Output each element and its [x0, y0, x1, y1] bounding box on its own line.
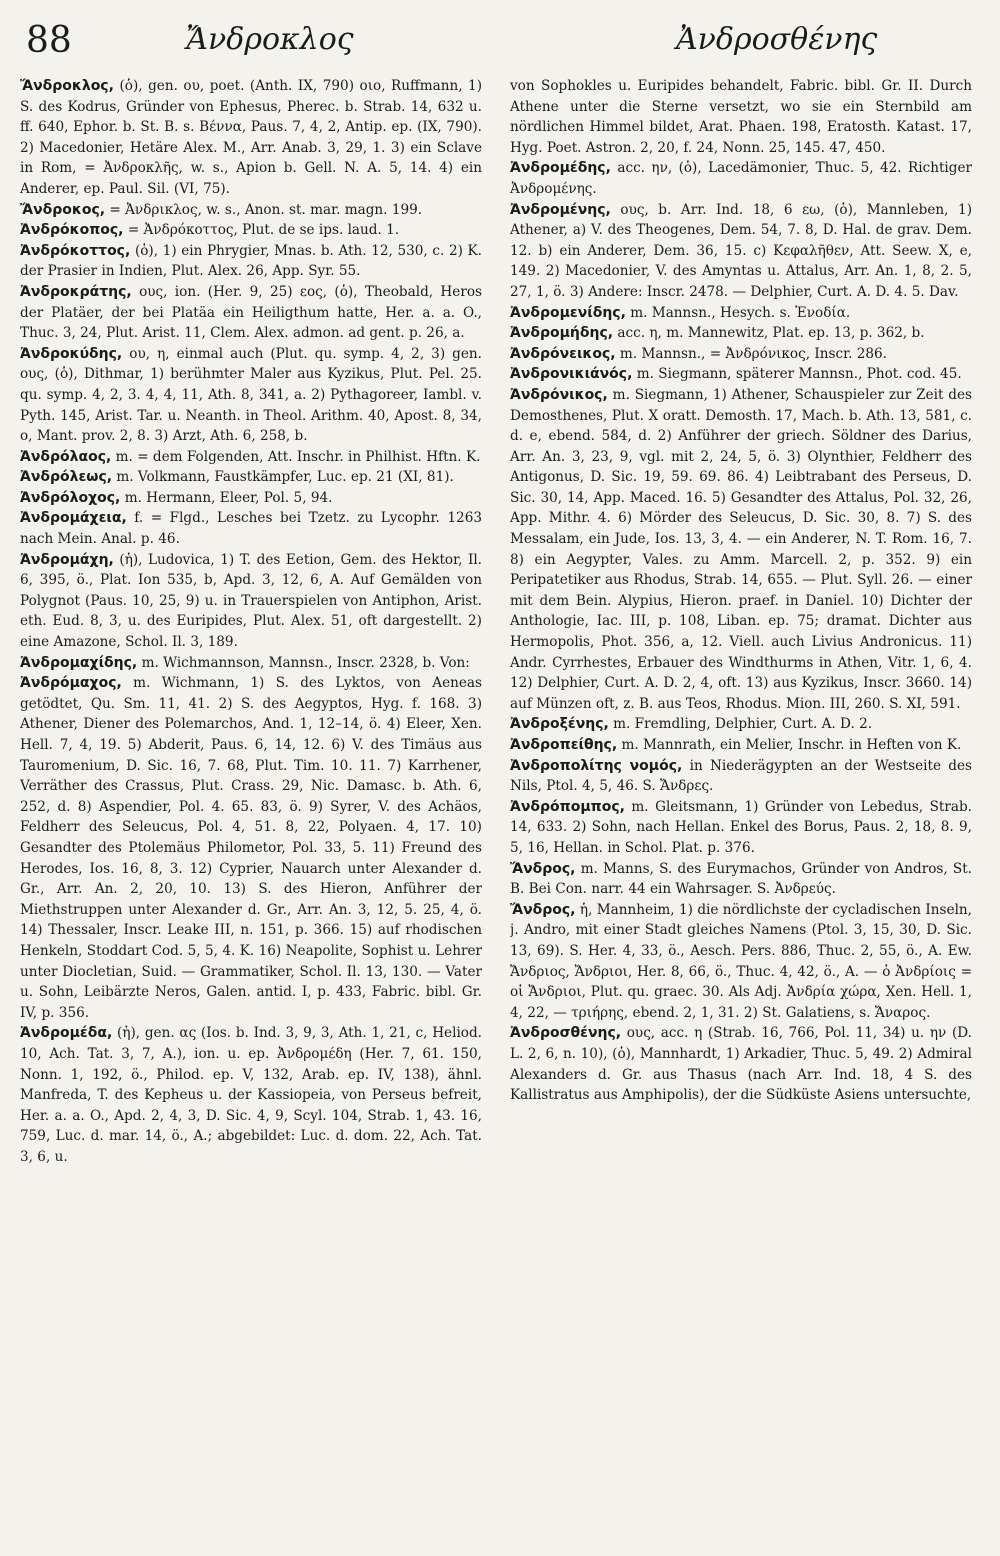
- entry-headword: Ἀνδρομάχεια,: [20, 510, 127, 527]
- dictionary-entry: [510, 735, 972, 756]
- entry-text: m. Fremdling, Delphier, Curt. A. D. 2.: [608, 716, 873, 733]
- entry-headword: Ἀνδρόλεως,: [20, 469, 113, 486]
- entry-headword: Ἀνδρόνικος,: [510, 386, 608, 403]
- entry-headword: Ἀνδρομέδης,: [510, 160, 611, 177]
- page-header: [0, 14, 1000, 70]
- entry-headword: Ἀνδρομάχη,: [20, 551, 114, 568]
- entry-text: m. Wichmann, 1) S. des Lyktos, von Aeneas getödtet, Qu. Sm. 11, 41. 2) S. des Aegyptos, Hyg. f. 168. 3) Athener, Diener des Polemarchos, And. 1, 12–14, ö. 4) Eleer, Xen. Hell. 7, 4, 19. 5) Abderit, Paus. 6, 14, 12. 6) V. des Timäus aus Tauromenium, D. Sic. 16, 7. 68, Plut. Tim. 10. 11. 7) Karrhener, Verräther des Crassus, Plut. Crass. 29, Nic. Damasc. b. Ath. 6, 252, d. 8) Aspendier, Pol. 4. 65. 83, ö. 9) Syrer, V. des Achäos, Feldherr des Seleucus, Pol. 4, 51. 8, 22, Polyaen. 4, 17. 10) Gesandter des Ptolemäus Philometor, Pol. 33, 5. 11) Freund des Herodes, Ios. 16, 8, 3. 12) Cyprier, Nauarch unter Alexander d. Gr., Arr. An. 2, 20, 10. 13) S. des Hieron, Anführer der Miethstruppen unter Alexander d. Gr., Arr. An. 3, 12, 5. 25, 4, ö. 14) Thessaler, Inscr. Leake III, n. 151, p. 366. 15) auf rhodischen Henkeln, Stoddart Cod. 5, 5, 4. K. 16) Neapolite, Sophist u. Lehrer unter Diocletian, Suid. — Grammatiker, Schol. Il. 13, 130. — Vater u. Sohn, Leibärzte Neros, Galen. antid. I, p. 433, Fabric. bibl. Gr. IV, p. 356.: [20, 675, 482, 1021]
- dictionary-entry: [20, 550, 482, 653]
- entry-text: ους, b. Arr. Ind. 18, 6 εω, (ὁ), Mannleben, 1) Athener, a) V. des Theogenes, Dem. 54, 7. 8, D. Hal. de grav. Dem. 12. b) ein Anderer, Dem. 36, 15. c) Κεφαλῆθεν, Att. Seew. X, e, 149. 2) Macedonier, V. des Amyntas u. Attalus, Arr. An. 1, 8, 2. 5, 27, 1, ö. 3) Andere: Inscr. 2478. — Delphier, Curt. A. D. 4. 5. Dav.: [510, 201, 972, 300]
- dictionary-entry: [510, 323, 972, 344]
- entry-text: m. Mannsn., Hesych. s. Ἐνοδία.: [625, 304, 851, 321]
- entry-text: ἡ, Mannheim, 1) die nördlichste der cycladischen Inseln, j. Andro, mit einer Stadt gleiches Namens (Ptol. 3, 15, 30, D. Sic. 13, 69). S. Her. 4, 33, ö., Aesch. Pers. 886, Thuc. 2, 55, ö., A. Ew. Ἄνδριος, Ἄνδριοι, Her. 8, 66, ö., Thuc. 4, 42, ö., A. — ὁ Ἀνδρίοις = οἱ Ἄνδριοι, Plut. qu. graec. 30. Als Adj. Ἀνδρία χώρα, Xen. Hell. 1, 4, 22, — τριήρης, ebend. 2, 1, 31. 2) St. Galatiens, s. Ἄναρος.: [510, 901, 972, 1021]
- dictionary-entry: [510, 200, 972, 303]
- dictionary-entry: [20, 488, 482, 509]
- dictionary-entry: [20, 200, 482, 221]
- entry-headword: Ἀνδρόκοπος,: [20, 222, 124, 239]
- entry-text: (ἡ), Ludovica, 1) T. des Eetion, Gem. des Hektor, Il. 6, 395, ö., Plat. Ion 535, b, Apd. 3, 12, 6, A. Auf Gemälden von Polygnot (Paus. 10, 25, 9) u. in Trauerspielen von Antiphon, Arist. eth. Eud. 8, 3, u. des Euripides, Plut. Alex. 51, oft dargestellt. 2) eine Amazone, Schol. Il. 3, 189.: [20, 551, 482, 651]
- dictionary-entry: [20, 220, 482, 241]
- dictionary-entry: [20, 467, 482, 488]
- right-running-head: Ἀνδροσθένης: [676, 22, 878, 57]
- entry-headword: Ἀνδρόμαχος,: [20, 675, 122, 692]
- entry-headword: Ἀνδροπολίτης νομός,: [510, 757, 683, 774]
- dictionary-entry: [510, 714, 972, 735]
- entry-text: acc. ην, (ὁ), Lacedämonier, Thuc. 5, 42. Richtiger Ἀνδρομένης.: [510, 160, 972, 197]
- entry-text: m. Mannsn., = Ἀνδρόνικος, Inscr. 286.: [615, 345, 887, 362]
- dictionary-entry: [510, 364, 972, 385]
- entry-headword: Ἀνδρόκοττος,: [20, 242, 131, 259]
- entry-headword: Ἀνδρόνεικος,: [510, 345, 616, 362]
- entry-headword: Ἄνδροκος,: [20, 201, 106, 218]
- dictionary-entry: [20, 282, 482, 344]
- entry-headword: Ἀνδροσθένης,: [510, 1025, 622, 1042]
- dictionary-entry: [510, 344, 972, 365]
- dictionary-entry: [20, 447, 482, 468]
- entry-text: m. Mannrath, ein Melier, Inschr. in Heften von K.: [617, 737, 962, 753]
- entry-text: (ὁ), gen. ου, poet. (Anth. IX, 790) οιο, Ruffmann, 1) S. des Kodrus, Gründer von Ephesus, Pherec. b. Strab. 14, 632 u. ff. 640, Ephor. b. St. B. s. Βέννα, Paus. 7, 4, 2, Antip. ep. (IX, 790). 2) Macedonier, Hetäre Alex. M., Arr. Anab. 3, 29, 1. 3) ein Sclave in Rom, = Ἀνδροκλῆς, w. s., Apion b. Gell. N. A. 5, 14. 4) ein Anderer, ep. Paul. Sil. (VI, 75).: [20, 78, 482, 197]
- entry-text: = Ἀνδρικλος, w. s., Anon. st. mar. magn. 199.: [105, 201, 423, 218]
- entry-text: m. Wichmannson, Mannsn., Inscr. 2328, b. Von:: [137, 654, 470, 671]
- dictionary-entry: [20, 76, 482, 200]
- entry-headword: Ἀνδροπείθης,: [510, 737, 618, 753]
- entry-headword: Ἄνδροκλος,: [20, 78, 114, 94]
- dictionary-entry: [20, 241, 482, 282]
- entry-headword: Ἀνδροξένης,: [510, 716, 609, 733]
- entry-headword: Ἄνδρος,: [510, 901, 576, 918]
- entry-headword: Ἄνδρος,: [510, 860, 576, 877]
- dictionary-entry: [510, 158, 972, 199]
- entry-text: ου, η, einmal auch (Plut. qu. symp. 4, 2, 3) gen. ους, (ὁ), Dithmar, 1) berühmter Maler aus Kyzikus, Plut. Pel. 25. qu. symp. 4, 2, 3. 4, 4, 11, Ath. 8, 341, a. 2) Pythagoreer, Iambl. v. Pyth. 145, Arist. Tar. u. Neanth. in Theol. Arithm. 40, Apost. 8, 34, o, Mant. prov. 2, 8. 3) Arzt, Ath. 6, 258, b.: [20, 345, 482, 445]
- entry-headword: Ἀνδρονικιάνός,: [510, 366, 633, 383]
- entry-headword: Ἀνδρομενίδης,: [510, 304, 626, 321]
- entry-headword: Ἀνδρόλοχος,: [20, 489, 121, 506]
- entry-text: m. Siegmann, späterer Mannsn., Phot. cod. 45.: [632, 366, 962, 383]
- dictionary-entry: [510, 385, 972, 715]
- entry-text: (ἡ), gen. ας (Ios. b. Ind. 3, 9, 3, Ath. 1, 21, c, Heliod. 10, Ach. Tat. 3, 7, A.), ion. u. ep. Ἀνδρομέδη (Her. 7, 61. 150, Nonn. 1, 192, ö., Philod. ep. V, 132, Arab. ep. IV, 138), ähnl. Manfreda, T. des Kepheus u. der Kassiopeia, von Perseus befreit, Her. a. a. O., Apd. 2, 4, 3, D. Sic. 4, 9, Scyl. 104, Strab. 1, 43. 16, 759, Luc. d. mar. 14, ö., A.; abgebildet: Luc. d. dom. 22, Ach. Tat. 3, 6, u.: [20, 1025, 482, 1165]
- entry-headword: Ἀνδρόπομπος,: [510, 798, 625, 815]
- entry-headword: Ἀνδρομαχίδης,: [20, 654, 138, 671]
- dictionary-entry: [20, 344, 482, 447]
- left-column: [20, 76, 482, 1546]
- entry-text: = Ἀνδρόκοττος, Plut. de se ips. laud. 1.: [123, 222, 400, 239]
- entry-headword: Ἀνδρομήδης,: [510, 325, 614, 342]
- dictionary-entry: [510, 900, 972, 1024]
- entry-text: von Sophokles u. Euripides behandelt, Fabric. bibl. Gr. II. Durch Athene unter die Sterne versetzt, wo sie ein Sternbild am nördlichen Himmel bildet, Arat. Phaen. 198, Eratosth. Katast. 17, Hyg. Poet. Astron. 2, 20, f. 24, Nonn. 25, 145. 47, 450.: [510, 78, 972, 156]
- entry-headword: Ἀνδρόλαος,: [20, 448, 112, 465]
- entry-headword: Ἀνδρομέδα,: [20, 1025, 113, 1042]
- dictionary-entry: [20, 653, 482, 674]
- entry-text: (ὁ), 1) ein Phrygier, Mnas. b. Ath. 12, 530, c. 2) K. der Prasier in Indien, Plut. Alex. 26, App. Syr. 55.: [20, 242, 482, 280]
- entry-headword: Ἀνδρομένης,: [510, 201, 611, 218]
- dictionary-entry: [510, 1023, 972, 1105]
- entry-text: m. Hermann, Eleer, Pol. 5, 94.: [120, 489, 333, 506]
- right-column: [510, 76, 972, 1546]
- entry-text: m. Gleitsmann, 1) Gründer von Lebedus, Strab. 14, 633. 2) Sohn, nach Hellan. Enkel des Borus, Paus. 2, 18, 8. 9, 5, 16, Hellan. in Schol. Plat. p. 376.: [510, 798, 972, 856]
- dictionary-entry: [510, 797, 972, 859]
- dictionary-entry: [510, 76, 972, 158]
- entry-headword: Ἀνδροκύδης,: [20, 345, 123, 362]
- entry-text: acc. η, m. Mannewitz, Plat. ep. 13, p. 362, b.: [613, 325, 925, 342]
- entry-text: m. Volkmann, Faustkämpfer, Luc. ep. 21 (XI, 81).: [112, 469, 454, 486]
- left-running-head: Ἄνδροκλος: [186, 22, 354, 57]
- dictionary-entry: [20, 1023, 482, 1167]
- entry-text: in Niederägypten an der Westseite des Nils, Ptol. 4, 5, 46. S. Ἄνδρες.: [510, 757, 972, 795]
- dictionary-entry: [510, 756, 972, 797]
- dictionary-entry: [20, 508, 482, 549]
- dictionary-entry: [20, 673, 482, 1023]
- dictionary-entry: [510, 303, 972, 324]
- entry-text: m. = dem Folgenden, Att. Inschr. in Philhist. Hftn. K.: [111, 448, 481, 465]
- entry-text: f. = Flgd., Lesches bei Tzetz. zu Lycophr. 1263 nach Mein. Anal. p. 46.: [20, 510, 482, 548]
- entry-text: m. Manns, S. des Eurymachos, Gründer von Andros, St. B. Bei Con. narr. 44 ein Wahrsager. S. Ἀνδρεύς.: [510, 860, 972, 898]
- entry-headword: Ἀνδροκράτης,: [20, 283, 132, 300]
- dictionary-entry: [510, 859, 972, 900]
- page-number: 88: [26, 20, 72, 61]
- entry-text: ους, acc. η (Strab. 16, 766, Pol. 11, 34) u. ην (D. L. 2, 6, n. 10), (ὁ), Mannhardt, 1) Arkadier, Thuc. 5, 49. 2) Admiral Alexanders d. Gr. aus Thasus (nach Arr. Ind. 18, 4 S. des Kallistratus aus Amphipolis), der die Südküste Asiens untersuchte,: [510, 1025, 972, 1104]
- entry-text: ους, ion. (Her. 9, 25) εος, (ὁ), Theobald, Heros der Platäer, der bei Platäa ein Heiligthum hatte, Her. a. a. O., Thuc. 3, 24, Plut. Arist. 11, Clem. Alex. admon. ad gent. p. 26, a.: [20, 283, 482, 342]
- entry-text: m. Siegmann, 1) Athener, Schauspieler zur Zeit des Demosthenes, Plut. X oratt. Demosth. 17, Mach. b. Ath. 13, 581, c. d. e, ebend. 584, d. 2) Anführer der griech. Söldner des Darius, Arr. An. 3, 23, 9, vgl. mit 2, 24, 5, ö. 3) Olynthier, Feldherr des Antigonus, D. Sic. 19, 59. 69. 86. 4) Leibtrabant des Perseus, D. Sic. 30, 14, App. Maced. 16. 5) Gesandter des Attalus, Pol. 32, 26, App. Mithr. 4. 6) Mörder des Seleucus, D. Sic. 30, 8. 7) S. des Messalam, ein Jude, Ios. 13, 3, 4. — ein Anderer, N. T. Rom. 16, 7. 8) ein Aegypter, Vales. zu Amm. Marcell. 2, p. 352. 9) ein Peripatetiker aus Rhodus, Strab. 14, 655. — Plut. Syll. 26. — einer mit dem Bein. Alypius, Hieron. praef. in Daniel. 10) Dichter der Anthologie, Iac. III, p. 108, Liban. ep. 75; dramat. Dichter aus Hermopolis, Phot. 356, a, 12. Viell. auch Livius Andronicus. 11) Andr. Cyrrhestes, Erbauer des Windthurms in Athen, Vitr. 1, 6, 4. 12) Delphier, Curt. A. D. 2, 4, oft. 13) aus Kyzikus, Inscr. 3660. 14) auf Münzen oft, z. B. aus Teos, Rhodus. Mion. III, 260. S. XI, 591.: [510, 386, 972, 712]
